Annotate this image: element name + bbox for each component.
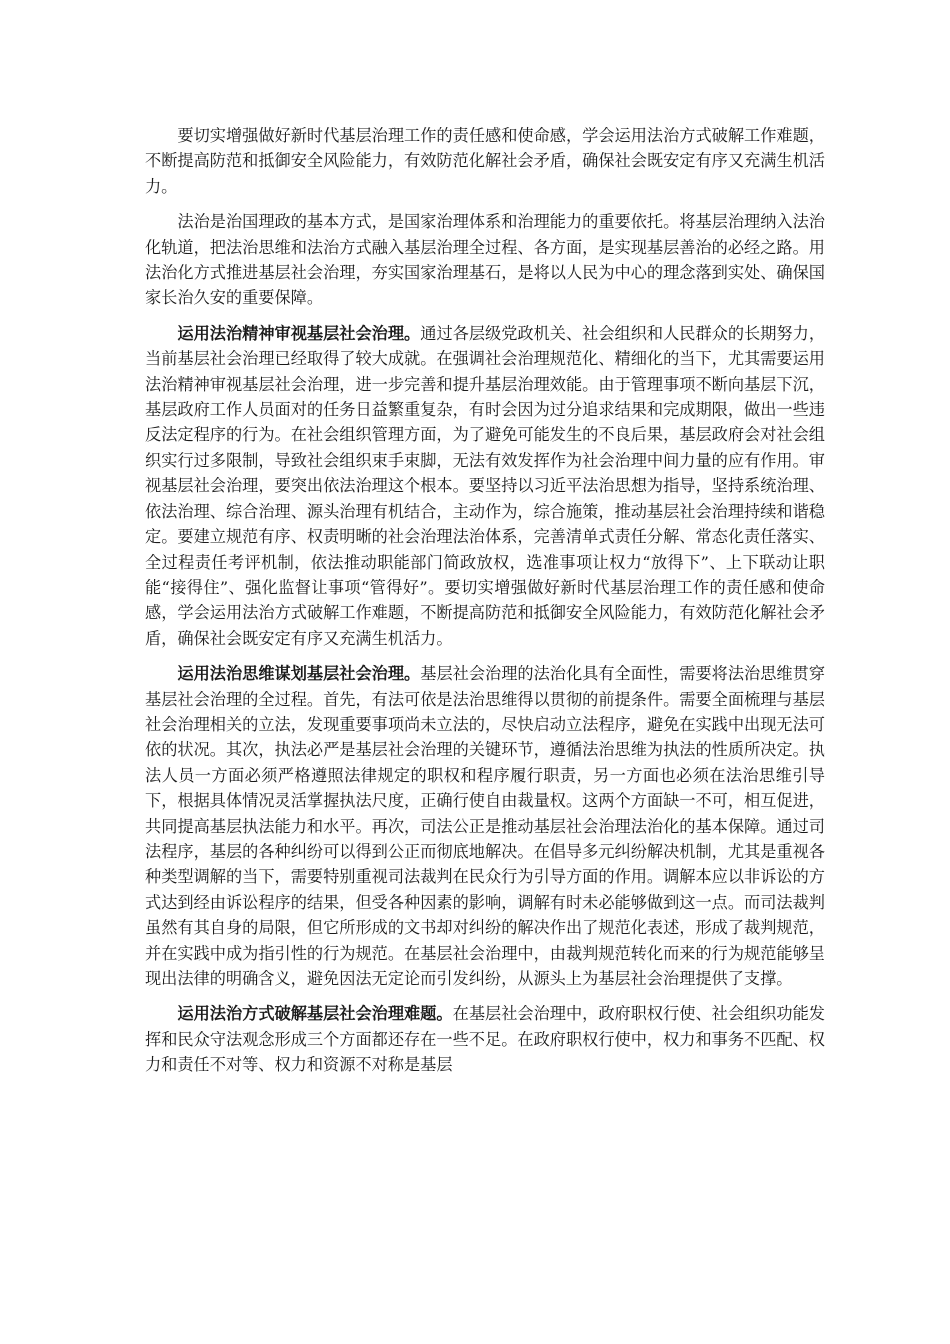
paragraph-text: 要切实增强做好新时代基层治理工作的责任感和使命感，学会运用法治方式破解工作难题，不断提高防范和抵御安全风险能力，有效防范化解社会矛盾，确保社会既安定有序又充满生机活力。 [145,126,825,196]
paragraph-legal-methods [145,1001,825,1077]
paragraph-lead-heading: 运用法治精神审视基层社会治理。 [177,323,421,343]
paragraph-legal-spirit [145,321,825,651]
paragraph-intro [145,123,825,199]
paragraph-legal-thinking [145,661,825,991]
paragraph-text: 通过各层级党政机关、社会组织和人民群众的长期努力，当前基层社会治理已经取得了较大成就。在强调社会治理规范化、精细化的当下，尤其需要运用法治精神审视基层社会治理，进一步完善和提升基层治理效能。由于管理事项不断向基层下沉，基层政府工作人员面对的任务日益繁重复杂，有时会因为过分追求结果和完成期限，做出一些违反法定程序的行为。在社会组织管理方面，为了避免可能发生的不良后果，基层政府会对社会组织实行过多限制，导致社会组织束手束脚，无法有效发挥作为社会治理中间力量的应有作用。审视基层社会治理，要突出依法治理这个根本。要坚持以习近平法治思想为指导，坚持系统治理、依法治理、综合治理、源头治理有机结合，主动作为，综合施策，推动基层社会治理持续和谐稳定。要建立规范有序、权责明晰的社会治理法治体系，完善清单式责任分解、常态化责任落实、全过程责任考评机制，依法推动职能部门简政放权，选准事项让权力“放得下”、上下联动让职能“接得住”、强化监督让事项“管得好”。要切实增强做好新时代基层治理工作的责任感和使命感，学会运用法治方式破解工作难题，不断提高防范和抵御安全风险能力，有效防范化解社会矛盾，确保社会既安定有序又充满生机活力。 [145,323,826,648]
paragraph-text: 基层社会治理的法治化具有全面性，需要将法治思维贯穿基层社会治理的全过程。首先，有法可依是法治思维得以贯彻的前提条件。需要全面梳理与基层社会治理相关的立法，发现重要事项尚未立法的，尽快启动立法程序，避免在实践中出现无法可依的状况。其次，执法必严是基层社会治理的关键环节，遵循法治思维为执法的性质所决定。执法人员一方面必须严格遵照法律规定的职权和程序履行职责，另一方面也必须在法治思维引导下，根据具体情况灵活掌握执法尺度，正确行使自由裁量权。这两个方面缺一不可，相互促进，共同提高基层执法能力和水平。再次，司法公正是推动基层社会治理法治化的基本保障。通过司法程序，基层的各种纠纷可以得到公正而彻底地解决。在倡导多元纠纷解决机制，尤其是重视各种类型调解的当下，需要特别重视司法裁判在民众行为引导方面的作用。调解本应以非诉讼的方式达到经由诉讼程序的结果，但受各种因素的影响，调解有时未必能够做到这一点。而司法裁判虽然有其自身的局限，但它所形成的文书却对纠纷的解决作出了规范化表述，形成了裁判规范，并在实践中成为指引性的行为规范。在基层社会治理中，由裁判规范转化而来的行为规范能够呈现出法律的明确含义，避免因法无定论而引发纠纷，从源头上为基层社会治理提供了支撑。 [145,664,826,988]
document-body [145,123,825,1088]
paragraph-lead-heading: 运用法治思维谋划基层社会治理。 [177,664,421,684]
paragraph-text: 法治是治国理政的基本方式，是国家治理体系和治理能力的重要依托。将基层治理纳入法治化轨道，把法治思维和法治方式融入基层治理全过程、各方面，是实现基层善治的必经之路。用法治化方式推进基层社会治理，夯实国家治理基石，是将以人民为中心的理念落到实处、确保国家长治久安的重要保障。 [145,212,825,308]
paragraph-rule-of-law [145,209,825,311]
paragraph-lead-heading: 运用法治方式破解基层社会治理难题。 [177,1004,453,1024]
paragraph-text: 在基层社会治理中，政府职权行使、社会组织功能发挥和民众守法观念形成三个方面都还存在一些不足。在政府职权行使中，权力和事务不匹配、权力和责任不对等、权力和资源不对称是基层 [145,1004,825,1075]
